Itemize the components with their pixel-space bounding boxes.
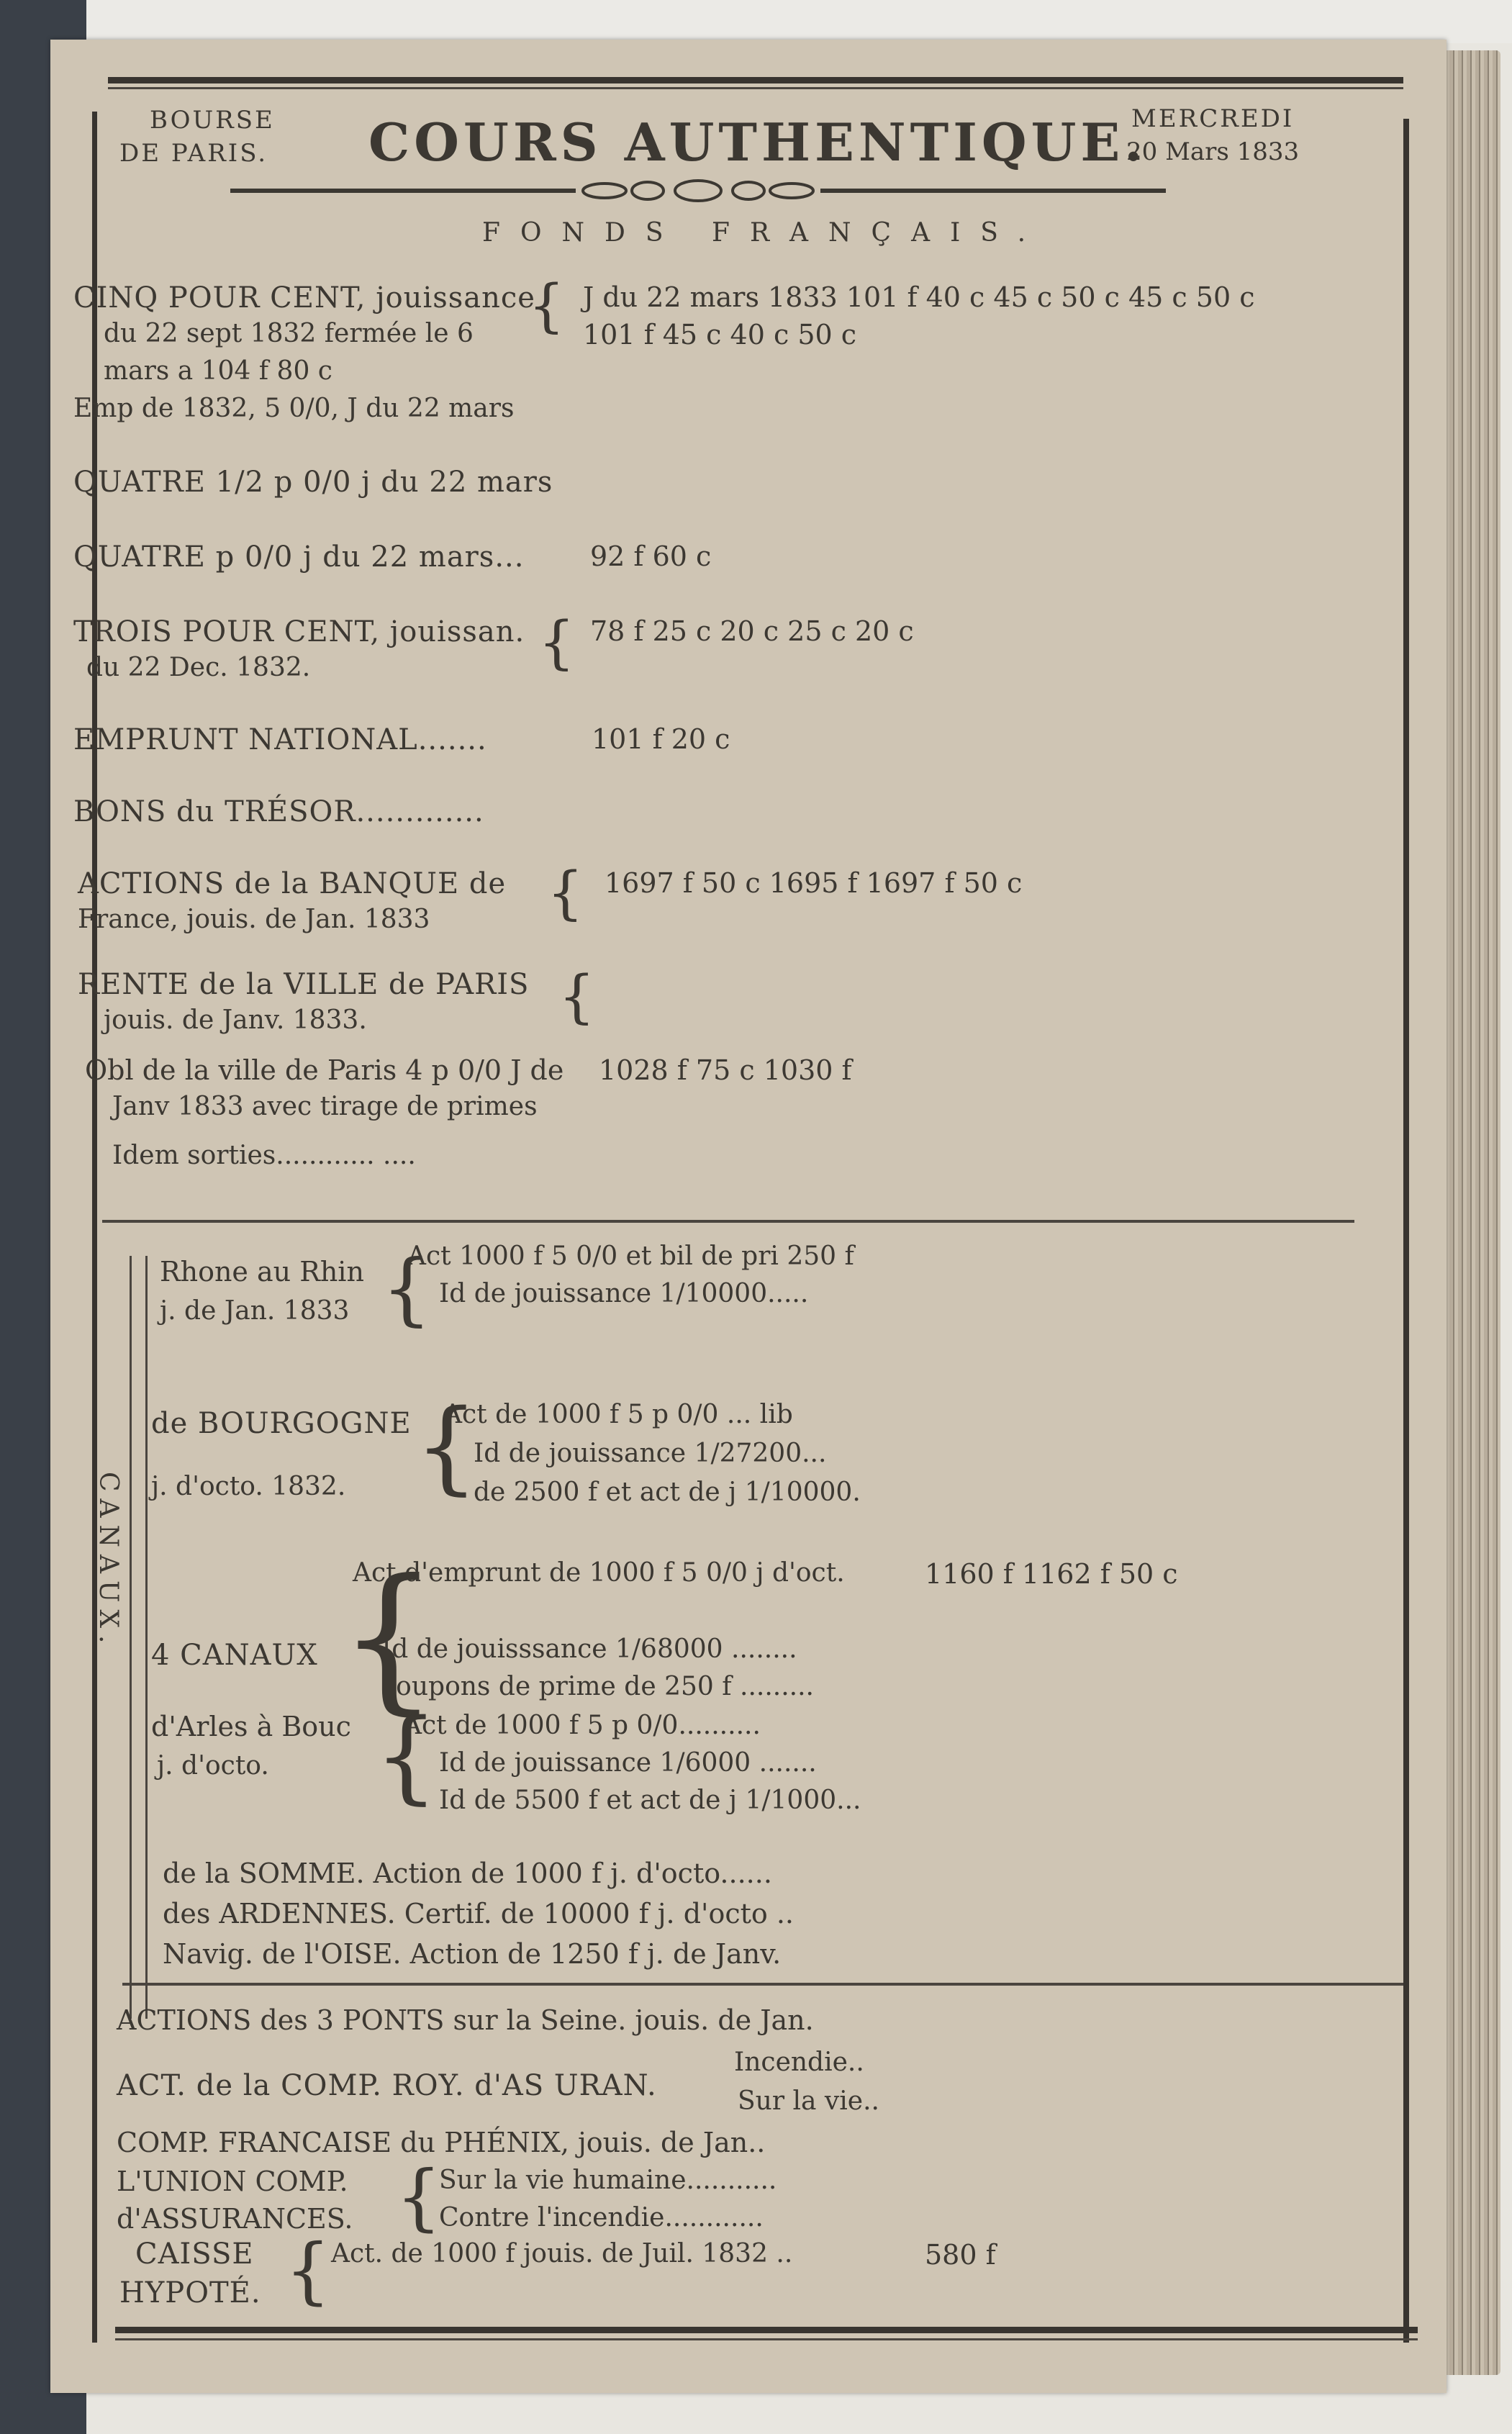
header-left-line1: BOURSE — [150, 106, 275, 135]
header-left-line2: DE PARIS. — [119, 139, 268, 168]
rhone-name-2: j. de Jan. 1833 — [160, 1296, 350, 1326]
union-name-2: d'ASSURANCES. — [117, 2203, 353, 2235]
rhone-jouissance: Id de jouissance 1/10000..... — [439, 1279, 809, 1308]
row-idem-sorties-label: Idem sorties............ .... — [112, 1141, 416, 1170]
brace: { — [547, 859, 584, 926]
ornamental-rule — [230, 176, 1166, 205]
section-heading-fonds-francais: FONDS FRANÇAIS. — [482, 218, 1046, 248]
brace: { — [374, 1698, 439, 1815]
row-banque-label-1: ACTIONS de la BANQUE de — [78, 867, 507, 900]
row-cinq-label-3: mars a 104 f 80 c — [104, 356, 332, 386]
caisse-name-1: CAISSE — [135, 2238, 254, 2271]
brace: { — [396, 2155, 442, 2239]
brace: { — [338, 1545, 439, 1729]
arles-name-1: d'Arles à Bouc — [151, 1711, 351, 1742]
row-cinq-label-2: du 22 sept 1832 fermée le 6 — [104, 319, 474, 348]
bourgogne-act: Act de 1000 f 5 p 0/0 ... lib — [443, 1400, 793, 1429]
row-obligations-price: 1028 f 75 c 1030 f — [599, 1054, 852, 1086]
bourgogne-jouissance: Id de jouissance 1/27200... — [474, 1439, 827, 1468]
row-emprunt-national-price: 101 f 20 c — [592, 723, 730, 755]
arles-act: Act de 1000 f 5 p 0/0.......... — [403, 1711, 761, 1740]
comp-roy-incendie: Incendie.. — [734, 2048, 864, 2077]
brace: { — [381, 1242, 432, 1334]
row-banque-label-2: France, jouis. de Jan. 1833 — [78, 905, 430, 934]
row-rente-paris-label-2: jouis. de Janv. 1833. — [104, 1005, 367, 1035]
comp-roy-label: ACT. de la COMP. ROY. d'AS URAN. — [117, 2069, 657, 2102]
quatre-canaux-coupons: coupons de prime de 250 f ......... — [381, 1672, 814, 1701]
canaux-vertical-rule — [130, 1256, 132, 2019]
page-title: COURS AUTHENTIQUE. — [368, 112, 1147, 173]
arles-jouissance: Id de jouissance 1/6000 ....... — [439, 1748, 817, 1778]
section-divider — [102, 1220, 1354, 1223]
oise-row: Navig. de l'OISE. Action de 1250 f j. de Janv. — [163, 1938, 782, 1970]
union-incendie: Contre l'incendie............ — [439, 2203, 764, 2232]
caisse-name-2: HYPOTÉ. — [119, 2276, 261, 2309]
caisse-price: 580 f — [925, 2239, 996, 2271]
top-border — [108, 77, 1403, 83]
page-edge — [0, 0, 1512, 43]
bottom-border-inner — [115, 2338, 1418, 2340]
document-page — [50, 40, 1447, 2393]
arles-act-5500: Id de 5500 f et act de j 1/1000... — [439, 1786, 861, 1815]
right-border — [1403, 119, 1409, 2343]
canaux-vertical-rule — [145, 1256, 148, 2019]
ardennes-row: des ARDENNES. Certif. de 10000 f j. d'octo .. — [163, 1898, 795, 1929]
top-border-inner — [108, 87, 1403, 89]
row-obligations-label-2: Janv 1833 avec tirage de primes — [112, 1092, 538, 1121]
row-cinq-price-1: J du 22 mars 1833 101 f 40 c 45 c 50 c 45 c 50 c — [583, 281, 1255, 313]
phenix-row: COMP. FRANCAISE du PHÉNIX, jouis. de Jan.. — [117, 2127, 766, 2158]
row-rente-paris-label-1: RENTE de la VILLE de PARIS — [78, 968, 530, 1001]
header-right-line1: MERCREDI — [1131, 104, 1295, 133]
brace: { — [558, 963, 595, 1030]
quatre-canaux-jouissance: Id de jouisssance 1/68000 ........ — [381, 1634, 797, 1664]
union-vie: Sur la vie humaine........... — [439, 2166, 777, 2195]
row-quatre-price: 92 f 60 c — [590, 540, 712, 572]
arles-name-2: j. d'octo. — [157, 1751, 269, 1781]
row-obligations-label-1: Obl de la ville de Paris 4 p 0/0 J de — [85, 1054, 564, 1086]
header-date: 20 Mars 1833 — [1126, 137, 1300, 166]
bourgogne-name-1: de BOURGOGNE — [151, 1407, 412, 1440]
union-name-1: L'UNION COMP. — [117, 2166, 348, 2197]
quatre-canaux-price: 1160 f 1162 f 50 c — [925, 1558, 1178, 1590]
row-bons-tresor-label: BONS du TRÉSOR............. — [73, 795, 484, 828]
brace: { — [415, 1388, 479, 1506]
row-trois-label-1: TROIS POUR CENT, jouissan. — [73, 615, 525, 648]
quatre-canaux-act: Act d'emprunt de 1000 f 5 0/0 j d'oct. — [353, 1558, 845, 1588]
rhone-name-1: Rhone au Rhin — [160, 1256, 364, 1288]
left-border — [92, 112, 97, 2343]
brace: { — [285, 2228, 331, 2312]
row-cinq-label-1: CINQ POUR CENT, jouissance — [73, 281, 535, 315]
canaux-vertical-label: CANAUX. — [94, 1472, 123, 1651]
row-quatre-label: QUATRE p 0/0 j du 22 mars... — [73, 540, 525, 574]
row-emprunt-national-label: EMPRUNT NATIONAL....... — [73, 723, 487, 756]
section-divider — [122, 1983, 1403, 1986]
row-trois-price: 78 f 25 c 20 c 25 c 20 c — [590, 615, 914, 647]
row-cinq-price-2: 101 f 45 c 40 c 50 c — [583, 319, 857, 350]
somme-row: de la SOMME. Action de 1000 f j. d'octo...... — [163, 1858, 772, 1889]
comp-roy-sur-la-vie: Sur la vie.. — [738, 2086, 879, 2116]
bourgogne-name-2: j. d'octo. 1832. — [151, 1472, 346, 1501]
caisse-act: Act. de 1000 f jouis. de Juil. 1832 .. — [331, 2239, 793, 2268]
row-trois-label-2: du 22 Dec. 1832. — [86, 653, 311, 682]
quatre-canaux-name: 4 CANAUX — [151, 1639, 318, 1672]
ponts-row: ACTIONS des 3 PONTS sur la Seine. jouis. de Jan. — [117, 2004, 814, 2036]
brace: { — [538, 609, 575, 676]
row-banque-price: 1697 f 50 c 1695 f 1697 f 50 c — [605, 867, 1023, 899]
rhone-act: Act 1000 f 5 0/0 et bil de pri 250 f — [407, 1241, 854, 1271]
row-quatre-demi-label: QUATRE 1/2 p 0/0 j du 22 mars — [73, 466, 553, 499]
brace: { — [528, 272, 565, 339]
bourgogne-act-2500: de 2500 f et act de j 1/10000. — [474, 1478, 861, 1507]
bottom-border — [115, 2327, 1418, 2333]
row-emprunt-1832-label: Emp de 1832, 5 0/0, J du 22 mars — [73, 394, 515, 423]
